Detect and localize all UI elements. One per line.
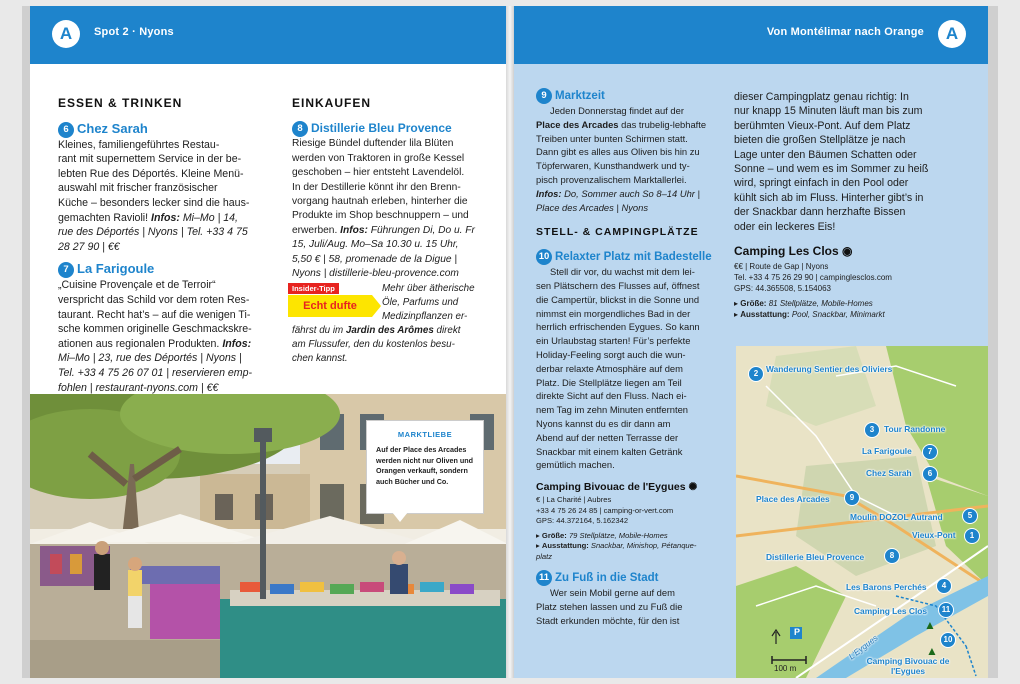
infos-line: fohlen | restaurant-nyons.com | €€ [58, 381, 219, 394]
map-label-vieux-pont: Vieux-Pont [912, 530, 956, 540]
callout-title: MARKTLIEBE [397, 430, 453, 439]
col2-line: der Snackbar dann herzhafte Bissen [734, 206, 906, 219]
right-page [512, 6, 988, 678]
entry-title [58, 261, 280, 278]
infos-line [536, 187, 720, 201]
bullet-value: Pool, Snackbar, Minimarkt [791, 310, 885, 320]
map-label-river: L'Eygues [846, 632, 880, 662]
essen-heading: ESSEN & TRINKEN [58, 96, 183, 110]
right-header-band [512, 6, 988, 64]
entry-line: sche kommen originelle Geschmackskre- [58, 323, 252, 336]
page-edge-right [988, 6, 998, 678]
bullet-label: Ausstattung: [740, 310, 790, 320]
insider-tip-badge: Echt dufte [288, 295, 372, 317]
left-header-band [30, 6, 508, 64]
map-marker-6[interactable]: 6 [922, 466, 938, 482]
entry-line [292, 224, 502, 238]
infos-label: Infos: [340, 224, 368, 236]
insider-tip-text [382, 282, 506, 325]
einkaufen-heading: EINKAUFEN [292, 96, 372, 110]
map-label-la-farigoule: La Farigoule [862, 446, 912, 456]
entry-line: Jeden Donnerstag findet auf der [550, 105, 684, 116]
map-marker-2[interactable]: 2 [748, 366, 764, 382]
col2-line: Lage unter den Bäumen Schatten oder [734, 148, 917, 161]
map-marker-1[interactable]: 1 [964, 528, 980, 544]
entry-number-badge: 10 [536, 249, 552, 265]
camping-name-text: Camping Les Clos [734, 244, 839, 259]
entry-relaxter-platz [536, 249, 720, 472]
entry-title [536, 570, 720, 586]
entry-line: vorgang hautnah erleben, hinterher die [292, 196, 468, 208]
entry-line [58, 211, 280, 226]
entry-line: Küche – besonders lecker sind die haus- [58, 196, 250, 209]
insider-text: direkt [436, 325, 461, 336]
entry-line: rant mit supernettem Service in der be- [58, 153, 242, 166]
entry-line: Holiday-Feeling sorgt auch die wun- [536, 348, 686, 360]
entry-number-badge: 8 [292, 121, 308, 137]
entry-text: gemachten Ravioli! [58, 211, 149, 224]
essen-column [58, 96, 280, 395]
entry-line: Platz stehen lassen und zu Fuß die [536, 601, 683, 613]
bullet-label: Größe: [541, 530, 567, 540]
map-label-distillerie: Distillerie Bleu Provence [766, 552, 865, 562]
entry-line: Snackbar mit einem kalten Getränk [536, 445, 683, 457]
nyons-map [736, 346, 988, 678]
infos-label: Infos: [222, 337, 252, 350]
camp-icon: ▲ [924, 618, 936, 632]
map-marker-10[interactable]: 10 [940, 632, 956, 648]
book-spine-shadow [506, 6, 514, 678]
entry-title-text: Marktzeit [555, 90, 605, 102]
entry-line: Stell dir vor, du wachst mit dem lei- [550, 266, 695, 278]
map-label-camping-bivouac: Camping Bivouac de l'Eygues [866, 656, 950, 676]
entry-title-text: Distillerie Bleu Provence [311, 121, 452, 136]
callout-text: Auf der Place des Arcades werden nicht nur Oliven und Orangen verkauft, sondern auch Bücher und Co. [376, 445, 474, 486]
entry-title-text: Zu Fuß in die Stadt [555, 572, 659, 585]
insider-text: fährst du im [292, 325, 344, 336]
bullet-value: Snackbar, Minishop, Pétanque- [590, 541, 697, 551]
entry-number-badge: 11 [536, 570, 552, 586]
insider-tip-text-wide [292, 324, 506, 367]
map-marker-5[interactable]: 5 [962, 508, 978, 524]
map-label-wanderung: Wanderung Sentier des Oliviers [766, 364, 893, 374]
entry-title-text: Relaxter Platz mit Badestelle [555, 251, 712, 264]
infos-line: Mi–Mo | 23, rue des Déportés | Nyons | [58, 352, 242, 365]
entry-line: verspricht das Schild vor dem roten Res- [58, 293, 250, 306]
entry-line: die Campertür, blickst in die Sonne und [536, 293, 700, 305]
stell-heading: STELL- & CAMPINGPLÄTZE [536, 226, 699, 239]
infos-text: Mi–Mo | 14, [182, 211, 238, 224]
col2-line: berühmten Vieux-Pont. Auf dem Platz [734, 119, 911, 132]
entry-line: Platz. Die Stellplätze liegen am Teil [536, 376, 682, 388]
insider-line: Öle, Parfums und [382, 297, 459, 309]
col2-line: bieten die großen Stellplätze je nach [734, 134, 906, 147]
entry-line: Nyons kannst du es dir dann am [536, 417, 671, 429]
entry-line: auswahl mit frischer französischer [58, 182, 218, 195]
entry-line: herrlich erfrischenden Eygues. So kann [536, 321, 700, 333]
map-marker-4[interactable]: 4 [936, 578, 952, 594]
entry-title [292, 120, 502, 137]
right-column-2 [734, 90, 984, 320]
camping-bullet: ▸ Größe: 79 Stellplätze, Mobile-Homes [536, 530, 668, 540]
insider-line: Mehr über ätherische [382, 283, 475, 294]
marktliebe-callout [366, 420, 484, 514]
page-edge-left [22, 6, 30, 678]
sun-icon: ✺ [688, 481, 698, 494]
entry-line: Stadt erkunden möchte, für den ist [536, 615, 680, 627]
entry-line: gemütlich machen. [536, 459, 615, 471]
entry-line: Töpferwaren, Kunsthandwerk und ty- [536, 160, 690, 172]
infos-label: Infos: [536, 187, 562, 199]
insider-line [292, 324, 506, 338]
camping-les-clos-box [734, 244, 984, 320]
entry-line: In der Destillerie könnt ihr den Brenn- [292, 181, 461, 193]
entry-title [536, 88, 720, 104]
camp-icon: ▲ [926, 644, 938, 658]
infos-line: Nyons | distillerie-bleu-provence.com [292, 268, 459, 280]
camping-bullet: ▸ Größe: 81 Stellplätze, Mobile-Homes [734, 299, 873, 309]
map-label-chez-sarah: Chez Sarah [866, 468, 912, 478]
einkaufen-column [292, 96, 502, 281]
camping-bivouac-box [536, 481, 720, 562]
jardin-link: Jardin des Arômes [345, 325, 434, 336]
map-label-camping-les-clos: Camping Les Clos [854, 606, 928, 616]
entry-text: ationen aus regionalen Produkten. [58, 337, 220, 350]
entry-line: lebten Rue des Déportés. Kleine Menü- [58, 167, 244, 180]
entry-line: Treiben unter bunten Schirmen statt. [536, 132, 688, 144]
entry-title [536, 249, 720, 265]
entry-line: Kleines, familiengeführtes Restau- [58, 138, 220, 151]
route-badge-left: A [52, 20, 80, 48]
map-label-tour-randonne: Tour Randonne [884, 424, 946, 434]
camping-bullet: ▸ Ausstattung: Snackbar, Minishop, Pétanque- [536, 541, 697, 551]
camping-detail: €€ | Route de Gap | Nyons [734, 262, 829, 272]
infos-line: 15, Juli/Aug. Mo–Sa 10.30 u. 15 Uhr, [292, 239, 459, 251]
entry-line: derbar relaxte Atmosphäre auf dem [536, 362, 683, 374]
infos-line: Tel. +33 4 75 26 07 01 | reservieren emp- [58, 366, 253, 379]
market-photo [30, 394, 508, 678]
entry-line: nem Tag im zehn Minuten entfernten [536, 404, 688, 416]
route-badge-right: A [938, 20, 966, 48]
entry-number-badge: 9 [536, 88, 552, 104]
bullet-value: 81 Stellplätze, Mobile-Homes [768, 299, 873, 309]
parking-icon: P [793, 627, 800, 637]
entry-line: geschoben – hier entsteht Lavendelöl. [292, 167, 465, 179]
entry-line [536, 118, 720, 132]
entry-line: ein Urlaubstag starten! Für’s perfekte [536, 335, 691, 347]
infos-line: 5,50 € | 58, promenade de la Digue | [292, 253, 458, 265]
entry-number-badge: 6 [58, 122, 74, 138]
entry-line: pisch provenzalischem Marktallerlei. [536, 173, 687, 185]
map-marker-3[interactable]: 3 [864, 422, 880, 438]
entry-number-badge: 7 [58, 262, 74, 278]
entry-marktzeit [536, 88, 720, 214]
entry-distillerie [292, 120, 502, 281]
entry-la-farigoule [58, 261, 280, 395]
left-running-head: Spot 2 · Nyons [94, 26, 174, 38]
col2-line: wird, springt einfach in den Pool oder [734, 177, 909, 190]
right-column-1 [536, 88, 720, 628]
camping-detail: € | La Charité | Aubres [536, 494, 612, 504]
entry-chez-sarah [58, 121, 280, 255]
insider-tip-arrow [372, 295, 381, 317]
camping-detail: +33 4 75 26 24 85 | camping-or-vert.com [536, 505, 674, 515]
entry-line: Dann gibt es alles aus Oliven bis hin zu [536, 146, 700, 158]
map-label-les-barons: Les Barons Perchés [846, 582, 927, 592]
map-scale-label: 100 m [774, 664, 797, 673]
bullet-label: Größe: [740, 299, 767, 309]
entry-line [58, 337, 280, 352]
entry-line: werden von Traktoren in große Kessel [292, 152, 465, 164]
camping-detail: GPS: 44.372164, 5.162342 [536, 516, 629, 526]
place-des-arcades: Place des Arcades [536, 118, 619, 130]
insider-tip-label: Insider-Tipp [288, 283, 339, 294]
entry-zu-fuss [536, 570, 720, 627]
map-marker-11[interactable]: 11 [938, 602, 954, 618]
entry-text: erwerben. [292, 224, 338, 236]
entry-line: Wer sein Mobil gerne auf dem [550, 587, 675, 599]
infos-line: 28 27 90 | €€ [58, 240, 120, 253]
infos-label: Infos: [151, 211, 180, 224]
entry-line: „Cuisine Provençale et de Terroir“ [58, 279, 216, 292]
col2-line: nur knapp 15 Minuten läuft man bis zum [734, 105, 923, 118]
entry-title-text: Chez Sarah [77, 120, 148, 136]
camping-bullet: ▸ Ausstattung: Pool, Snackbar, Minimarkt [734, 310, 885, 320]
map-marker-9[interactable]: 9 [844, 490, 860, 506]
map-label-moulin-dozol: Moulin DOZOL Autrand [850, 512, 943, 522]
camping-bullet-cont: platz [536, 551, 553, 561]
entry-line: sen Plätschern des Flusses auf, öffnest [536, 279, 700, 291]
map-marker-8[interactable]: 8 [884, 548, 900, 564]
entry-title-text: La Farigoule [77, 261, 155, 277]
bullet-label: Ausstattung: [541, 541, 589, 551]
camping-detail: GPS: 44.365508, 5.154063 [734, 284, 831, 294]
camping-name-text: Camping Bivouac de l'Eygues [536, 481, 686, 494]
insider-line: am Flussufer, den du kostenlos besu- [292, 339, 455, 351]
infos-text: Führungen Di, Do u. Fr [370, 224, 475, 236]
col2-line: oder ein leckeres Eis! [734, 220, 836, 233]
entry-title [58, 121, 280, 138]
callout-tail [392, 512, 408, 522]
map-marker-7[interactable]: 7 [922, 444, 938, 460]
insider-line: Medizinpflanzen er- [382, 311, 468, 323]
infos-line: rue des Déportés | Nyons | Tel. +33 4 75 [58, 226, 248, 239]
right-running-head: Von Montélimar nach Orange [766, 26, 924, 38]
col2-line: dieser Campingplatz genau richtig: In [734, 91, 909, 103]
camping-name [536, 481, 720, 495]
camping-detail: Tel. +33 4 75 26 29 90 | campinglesclos.com [734, 273, 892, 283]
entry-line: direkte Sicht auf den Fluss. Nach ei- [536, 390, 687, 402]
paw-icon: ◉ [842, 244, 853, 259]
entry-text: das trubelig-lebhafte [621, 118, 707, 130]
bullet-value: 79 Stellplätze, Mobile-Homes [568, 530, 668, 540]
col2-line: kühlt sich ab im Fluss. Hinterher gibt’s in [734, 191, 924, 204]
entry-line: taurant. Recht hat’s – auf die wenigen Ti- [58, 308, 251, 321]
insider-line: chen kannst. [292, 353, 348, 365]
entry-line: Riesige Bündel duftender lila Blüten [292, 138, 454, 150]
left-page [30, 6, 508, 678]
entry-line: nimmst ein morgendliches Bad in der [536, 307, 691, 319]
infos-text: Do, Sommer auch So 8–14 Uhr | [564, 187, 700, 199]
map-label-place-des-arcades: Place des Arcades [756, 494, 830, 504]
camping-name [734, 244, 984, 258]
entry-line: Produkte im Shop beschnuppern – und [292, 210, 469, 222]
entry-line: Abend auf der netten Terrasse der [536, 431, 679, 443]
infos-line: Place des Arcades | Nyons [536, 201, 649, 213]
col2-line: Sonne – und wem es im Sommer zu heiß [734, 163, 929, 176]
